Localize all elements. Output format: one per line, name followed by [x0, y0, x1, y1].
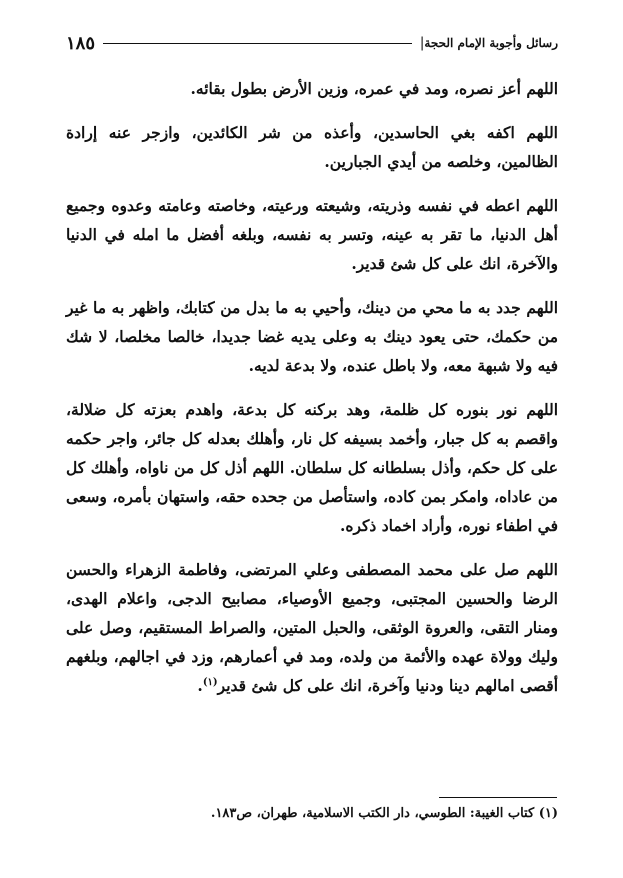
footnote-text: كتاب الغيبة: الطوسي، دار الكتب الاسلامية، طهران، ص١٨٣. [210, 806, 535, 821]
footnote-separator [439, 797, 557, 798]
paragraph: اللهم أعز نصره، ومد في عمره، وزين الأرض بطول بقائه. [190, 79, 558, 98]
running-header [66, 30, 558, 56]
final-period: . [197, 676, 203, 695]
footnote-number: (١) [538, 806, 558, 821]
paragraph-with-footnote [66, 555, 558, 700]
header-rule [103, 43, 412, 44]
main-text [66, 74, 558, 700]
paragraph: اللهم جدد به ما محي من دينك، وأحيي به ما بدل من كتابك، واظهر به ما غير من حكمك، حتى يعود دينك به وعلى يديه غضا جديدا، خالصا مخلصا، لا شك فيه ولا شبهة معه، ولا باطل عنده، ولا بدعة لديه. [66, 298, 558, 375]
paragraph: اللهم نور بنوره كل ظلمة، وهد بركنه كل بدعة، واهدم بعزته كل ضلالة، واقصم به كل جبار، وأخمد بسيفه كل نار، وأهلك بعدله كل جائر، واجر حكمه على كل حكم، وأذل بسلطانه كل سلطان. اللهم أذل كل من ناواه، وأهلك كل من عاداه، وامكر بمن كاده، واستأصل من جحده حقه، واستهان بأمره، وسعى في اطفاء نوره، وأراد اخماد ذكره. [66, 400, 558, 535]
footnote-reference[interactable]: (١) [202, 676, 218, 688]
book-title: رسائل وأجوبة الإمام الحجة [424, 36, 558, 50]
page-number: ١٨٥ [66, 32, 96, 54]
paragraph: اللهم اعطه في نفسه وذريته، وشيعته ورعيته، وخاصته وعامته وعدوه وجميع أهل الدنيا، ما تقر به عينه، وتسر به نفسه، وبلغه أفضل ما امله في الدنيا والآخرة، انك على كل شئ قدير. [66, 196, 558, 273]
header-separator: | [419, 35, 425, 51]
paragraph: اللهم اكفه بغي الحاسدين، وأعذه من شر الكائدين، وازجر عنه إرادة الظالمين، وخلصه من أيدي الجبارين. [66, 123, 558, 171]
paragraph-text: اللهم صل على محمد المصطفى وعلي المرتضى، وفاطمة الزهراء والحسن الرضا والحسين المجتبى، وجميع الأوصياء، مصابيح الدجى، واعلام الهدى، ومنار التقى، والعروة الوثقى، والحبل المتين، والصراط المستقيم، وصل على وليك وولاة عهده والأئمة من ولده، ومد في أعمارهم، وزد في اجالهم، وبلغهم أقصى امالهم دينا ودنيا وآخرة، انك على كل شئ قدير [66, 560, 558, 695]
footnote [66, 806, 558, 821]
